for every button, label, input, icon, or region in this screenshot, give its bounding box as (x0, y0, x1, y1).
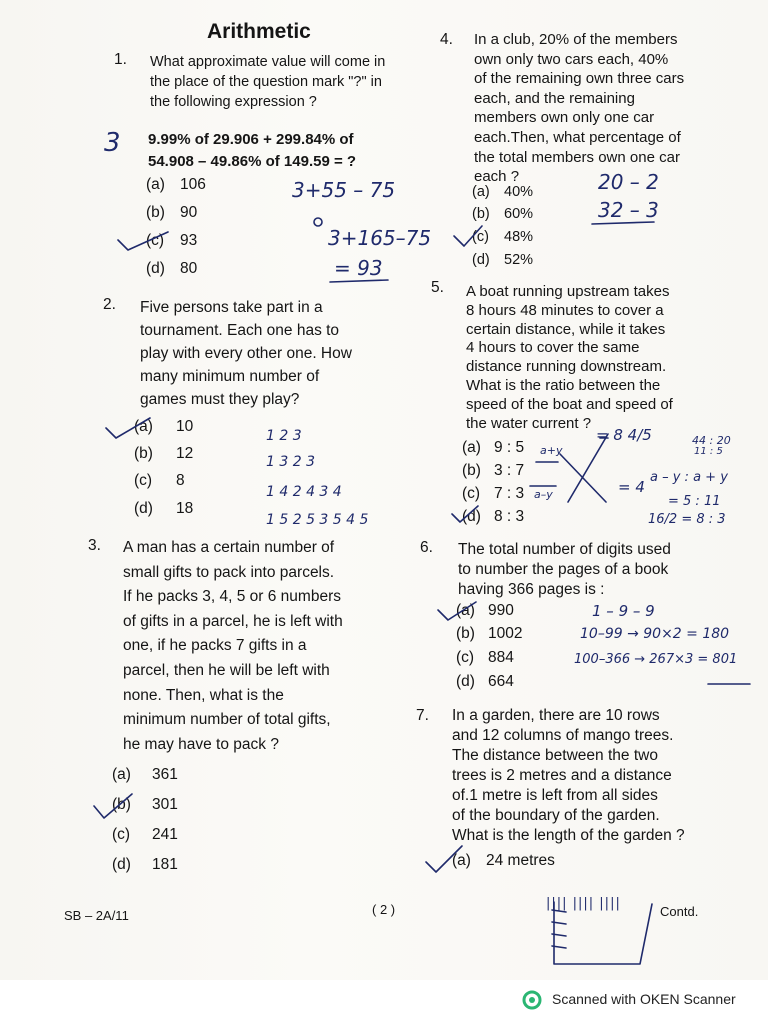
question-5-text (466, 283, 673, 433)
question-7-line: What is the length of the garden ? (452, 827, 685, 844)
option-value: 106 (180, 176, 206, 193)
option-label: (c) (472, 229, 489, 245)
option-label: (d) (462, 508, 481, 525)
handwritten-q5-frac-bot: a–y (534, 488, 553, 501)
option-value: 181 (152, 856, 178, 873)
question-6-option-c[interactable] (456, 649, 514, 667)
option-label: (d) (146, 260, 165, 277)
option-label: (a) (456, 602, 475, 619)
option-label: (d) (112, 856, 131, 873)
handwritten-q5-work-f: 16/2 = 8 : 3 (648, 512, 726, 527)
option-value: 664 (488, 673, 514, 690)
handwritten-q5-work-b: 44 : 20 (692, 434, 731, 447)
option-label: (b) (146, 204, 165, 221)
option-label: (a) (146, 176, 165, 193)
question-4-option-a[interactable] (472, 184, 533, 200)
handwritten-q1-result: = 93 (334, 256, 383, 280)
handwritten-q5-eq4: = 4 (618, 478, 645, 496)
question-4-line: the total members own one car (474, 148, 680, 166)
question-5-option-d[interactable] (462, 508, 524, 526)
option-value: 884 (488, 649, 514, 666)
question-4-line: each, and the remaining (474, 89, 635, 107)
question-7-option-a[interactable] (452, 852, 555, 870)
handwritten-q1-mark: 3 (104, 128, 121, 158)
option-value: 93 (180, 232, 198, 249)
handwritten-q2-row1: 1 2 3 (266, 428, 302, 444)
question-6-line: to number the pages of a book (458, 561, 669, 578)
question-1-option-a[interactable] (146, 176, 206, 194)
question-5-option-a[interactable] (462, 439, 524, 457)
question-2-option-c[interactable] (134, 472, 185, 490)
question-3-option-c[interactable] (112, 826, 178, 844)
option-label: (a) (462, 439, 481, 456)
question-3-line: If he packs 3, 4, 5 or 6 numbers (123, 588, 341, 606)
question-4-line: members own only one car (474, 109, 655, 127)
question-5-option-c[interactable] (462, 485, 524, 503)
question-3-option-b[interactable] (112, 796, 178, 814)
question-6-option-b[interactable] (456, 625, 522, 643)
question-1-line: the following expression ? (150, 94, 317, 110)
option-label: (a) (134, 418, 153, 435)
question-3-text (123, 536, 343, 757)
option-value: 52% (504, 252, 534, 268)
question-5-line: certain distance, while it takes (466, 320, 666, 338)
question-2-option-a[interactable] (134, 418, 193, 436)
question-3-option-d[interactable] (112, 856, 178, 874)
question-7-line: of the boundary of the garden. (452, 807, 660, 824)
handwritten-q5-work-a: = 8 4/5 (596, 426, 652, 444)
question-2-option-b[interactable] (134, 445, 193, 463)
question-2-option-d[interactable] (134, 500, 193, 518)
option-label: (c) (112, 826, 131, 843)
option-value: 90 (180, 204, 198, 221)
option-label: (c) (456, 649, 475, 666)
option-label: (a) (112, 766, 131, 783)
option-label: (a) (472, 184, 490, 200)
option-label: (a) (452, 852, 471, 869)
question-3-line: A man has a certain number of (123, 539, 335, 556)
question-4-option-b[interactable] (472, 206, 533, 222)
question-7-line: In a garden, there are 10 rows (452, 707, 660, 724)
option-label: (d) (134, 500, 153, 517)
question-1-number: 1. (114, 51, 127, 68)
footer-contd: Contd. (660, 904, 699, 919)
tally-lines (552, 910, 566, 948)
question-2-number: 2. (103, 296, 116, 313)
question-1-expression-line2: 54.908 – 49.86% of 149.59 = ? (148, 153, 357, 170)
option-value: 8 : 3 (494, 508, 525, 525)
question-1-option-b[interactable] (146, 204, 197, 222)
question-5-line: distance running downstream. (466, 358, 667, 376)
q1-circle-mark (314, 218, 322, 226)
option-value: 10 (176, 418, 194, 435)
option-value: 40% (504, 184, 534, 200)
question-6-number: 6. (420, 539, 433, 556)
question-4-line: own only two cars each, 40% (474, 50, 669, 68)
handwritten-q4-line2: 32 – 3 (598, 198, 659, 222)
question-1-option-c[interactable] (146, 232, 197, 250)
scanner-logo-icon (522, 990, 542, 1010)
handwritten-q5-frac-top: a+y (540, 444, 563, 457)
question-1-option-d[interactable] (146, 260, 197, 278)
question-7-line: The distance between the two (452, 747, 658, 764)
option-value: 301 (152, 796, 178, 813)
question-7-number: 7. (416, 707, 429, 724)
question-5-line: the water current ? (466, 414, 592, 432)
option-label: (c) (134, 472, 153, 489)
scanner-watermark-text: Scanned with OKEN Scanner (552, 991, 736, 1007)
question-5-line: 8 hours 48 minutes to cover a (466, 301, 664, 319)
question-4-text (474, 30, 684, 187)
question-5-line: speed of the boat and speed of (466, 395, 673, 413)
question-1-text (150, 52, 385, 112)
q1-underline (330, 280, 388, 282)
question-6-text (458, 540, 671, 600)
option-value: 9 : 5 (494, 439, 525, 456)
question-3-line: small gifts to pack into parcels. (123, 563, 335, 581)
handwritten-q5-work-c: 11 : 5 (694, 446, 723, 457)
question-4-option-c[interactable] (472, 229, 533, 245)
question-2-text (140, 296, 352, 411)
option-value: 7 : 3 (494, 485, 525, 502)
option-label: (d) (456, 673, 475, 690)
question-4-line: each.Then, what percentage of (474, 128, 681, 146)
question-3-number: 3. (88, 537, 101, 554)
option-value: 3 : 7 (494, 462, 525, 479)
question-6-line: The total number of digits used (458, 541, 671, 558)
option-value: 24 metres (486, 852, 555, 869)
handwritten-q2-row3: 1 4 2 4 3 4 (266, 484, 342, 500)
question-2-line: tournament. Each one has to (140, 322, 340, 339)
question-6-option-a[interactable] (456, 602, 514, 620)
question-3-line: parcel, then he will be left with (123, 661, 330, 679)
q5-cross-line2 (568, 434, 608, 502)
q5-cross-line1 (560, 454, 606, 502)
option-label: (b) (112, 796, 131, 813)
question-5-option-b[interactable] (462, 462, 524, 480)
question-6-option-d[interactable] (456, 673, 514, 691)
page-title: Arithmetic (207, 20, 311, 43)
handwritten-q1-step2: 3+165–75 (328, 226, 432, 250)
question-1-line: the place of the question mark "?" in (150, 74, 382, 90)
question-6-line: having 366 pages is : (458, 581, 605, 598)
question-2-line: Five persons take part in a (140, 299, 323, 316)
option-value: 990 (488, 602, 514, 619)
footer-code: SB – 2A/11 (64, 908, 129, 923)
question-2-line: many minimum number of (140, 368, 320, 385)
question-1-line: What approximate value will come in (150, 54, 386, 70)
question-5-line: What is the ratio between the (466, 376, 661, 394)
question-7-line: and 12 columns of mango trees. (452, 727, 674, 744)
question-4-line: In a club, 20% of the members (474, 31, 678, 48)
question-1-expression-line1: 9.99% of 29.906 + 299.84% of (148, 131, 354, 148)
option-label: (c) (146, 232, 165, 249)
handwritten-q2-row4: 1 5 2 5 3 5 4 5 (266, 512, 369, 528)
handwritten-q1-step1: 3+55 – 75 (292, 178, 396, 202)
question-3-line: none. Then, what is the (123, 686, 284, 704)
option-value: 48% (504, 229, 534, 245)
question-7-text (452, 706, 685, 846)
handwritten-q6-line2: 10–99 → 90×2 = 180 (580, 626, 730, 642)
question-2-line: play with every other one. How (140, 345, 352, 362)
question-4-number: 4. (440, 31, 453, 48)
question-5-line: A boat running upstream takes (466, 283, 670, 300)
handwritten-q4-line1: 20 – 2 (598, 170, 659, 194)
question-5-number: 5. (431, 279, 444, 296)
handwritten-q5-work-d: a – y : a + y (650, 470, 728, 485)
option-label: (c) (462, 485, 481, 502)
handwritten-q2-row2: 1 3 2 3 (266, 454, 315, 470)
option-label: (b) (134, 445, 153, 462)
question-4-line: of the remaining own three cars (474, 70, 685, 88)
handwritten-q6-line3: 100–366 → 267×3 = 801 (574, 652, 738, 667)
question-3-line: minimum number of total gifts, (123, 711, 331, 729)
option-value: 60% (504, 206, 534, 222)
option-value: 361 (152, 766, 178, 783)
question-7-line: of.1 metre is left from all sides (452, 787, 658, 804)
option-value: 8 (176, 472, 185, 489)
question-3-line: of gifts in a parcel, he is left with (123, 612, 343, 630)
question-7-line: trees is 2 metres and a distance (452, 767, 672, 784)
option-value: 12 (176, 445, 194, 462)
question-3-line: one, if he packs 7 gifts in a (123, 637, 307, 655)
question-4-line: each ? (474, 168, 520, 186)
tally-box (554, 902, 652, 964)
question-4-option-d[interactable] (472, 252, 533, 268)
option-value: 80 (180, 260, 198, 277)
handwritten-q6-line1: 1 – 9 – 9 (592, 602, 655, 620)
option-value: 241 (152, 826, 178, 843)
option-label: (d) (472, 252, 490, 268)
question-5-line: 4 hours to cover the same (466, 339, 640, 357)
option-label: (b) (462, 462, 481, 479)
option-label: (b) (456, 625, 475, 642)
option-value: 18 (176, 500, 194, 517)
footer-page-number: ( 2 ) (372, 902, 396, 917)
q4-underline (592, 222, 654, 224)
question-3-line: he may have to pack ? (123, 735, 279, 753)
handwritten-q5-work-e: = 5 : 11 (668, 494, 721, 509)
question-2-line: games must they play? (140, 391, 300, 408)
handwritten-tally: |||| |||| |||| (546, 896, 621, 911)
question-3-option-a[interactable] (112, 766, 178, 784)
option-label: (b) (472, 206, 490, 222)
option-value: 1002 (488, 625, 523, 642)
